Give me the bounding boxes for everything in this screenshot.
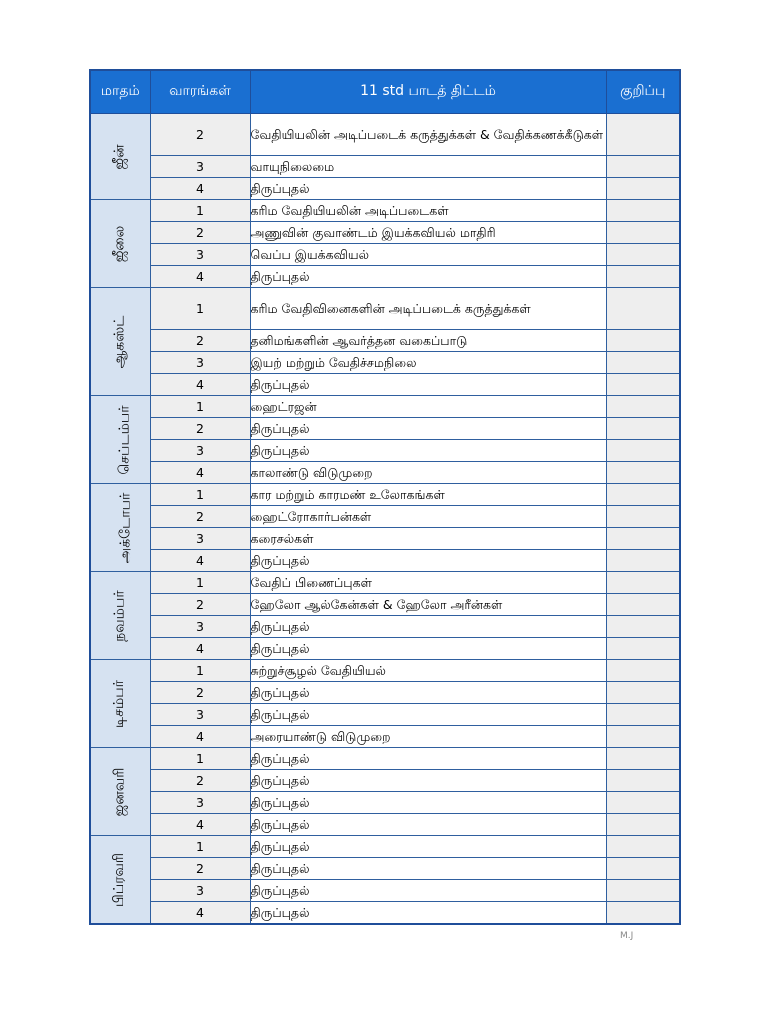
topic-cell: திருப்புதல் <box>250 374 606 396</box>
month-label: நவம்பர் <box>111 589 128 642</box>
week-cell: 1 <box>150 836 250 858</box>
topic-cell: சுற்றுச்சூழல் வேதியியல் <box>250 660 606 682</box>
table-row <box>90 222 680 244</box>
note-cell <box>606 528 680 550</box>
month-label: செப்டம்பர் <box>116 404 133 475</box>
table-row <box>90 616 680 638</box>
table-row <box>90 814 680 836</box>
table-row <box>90 836 680 858</box>
syllabus-body <box>90 114 680 925</box>
topic-cell: திருப்புதல் <box>250 748 606 770</box>
month-cell <box>90 660 150 748</box>
week-cell: 2 <box>150 114 250 156</box>
table-row <box>90 418 680 440</box>
month-cell <box>90 836 150 925</box>
topic-cell: அணுவின் குவாண்டம் இயக்கவியல் மாதிரி <box>250 222 606 244</box>
month-label: ஜீலை <box>111 225 128 262</box>
week-cell: 1 <box>150 396 250 418</box>
note-cell <box>606 616 680 638</box>
month-label: டிசம்பர் <box>111 679 128 728</box>
week-cell: 2 <box>150 858 250 880</box>
month-header: மாதம் <box>90 70 150 114</box>
notes-header: குறிப்பு <box>606 70 680 114</box>
table-row <box>90 114 680 156</box>
note-cell <box>606 682 680 704</box>
note-cell <box>606 792 680 814</box>
note-cell <box>606 550 680 572</box>
topic-cell: ஹைட்ரோகார்பன்கள் <box>250 506 606 528</box>
table-row <box>90 638 680 660</box>
note-cell <box>606 594 680 616</box>
topic-cell: வெப்ப இயக்கவியல் <box>250 244 606 266</box>
topic-cell: திருப்புதல் <box>250 880 606 902</box>
topic-cell: வாயுநிலைமை <box>250 156 606 178</box>
table-row <box>90 484 680 506</box>
table-row <box>90 792 680 814</box>
week-cell: 2 <box>150 506 250 528</box>
topic-cell: திருப்புதல் <box>250 792 606 814</box>
note-cell <box>606 572 680 594</box>
table-row <box>90 288 680 330</box>
topic-cell: திருப்புதல் <box>250 682 606 704</box>
note-cell <box>606 880 680 902</box>
note-cell <box>606 114 680 156</box>
topic-cell: திருப்புதல் <box>250 638 606 660</box>
month-cell <box>90 748 150 836</box>
week-cell: 4 <box>150 462 250 484</box>
week-cell: 1 <box>150 572 250 594</box>
week-cell: 2 <box>150 682 250 704</box>
week-cell: 3 <box>150 244 250 266</box>
table-row <box>90 330 680 352</box>
week-cell: 2 <box>150 770 250 792</box>
table-row <box>90 550 680 572</box>
topic-cell: அரையாண்டு விடுமுறை <box>250 726 606 748</box>
table-row <box>90 352 680 374</box>
topic-cell: திருப்புதல் <box>250 550 606 572</box>
table-row <box>90 462 680 484</box>
topic-cell: இயற் மற்றும் வேதிச்சமநிலை <box>250 352 606 374</box>
note-cell <box>606 770 680 792</box>
week-cell: 2 <box>150 330 250 352</box>
topic-cell: கரைசல்கள் <box>250 528 606 550</box>
week-cell: 1 <box>150 200 250 222</box>
topic-cell: திருப்புதல் <box>250 836 606 858</box>
week-cell: 4 <box>150 178 250 200</box>
table-row <box>90 704 680 726</box>
week-cell: 3 <box>150 440 250 462</box>
week-cell: 4 <box>150 902 250 925</box>
note-cell <box>606 440 680 462</box>
note-cell <box>606 638 680 660</box>
note-cell <box>606 858 680 880</box>
note-cell <box>606 484 680 506</box>
footer-initials: M.J <box>620 931 634 941</box>
month-cell <box>90 572 150 660</box>
topic-cell: திருப்புதல் <box>250 178 606 200</box>
month-label: அக்டோபர் <box>117 492 134 563</box>
table-row <box>90 880 680 902</box>
note-cell <box>606 506 680 528</box>
table-row <box>90 726 680 748</box>
month-label: ஆகஸ்ட் <box>111 315 128 368</box>
week-cell: 3 <box>150 528 250 550</box>
month-label: பிப்ரவரி <box>111 852 128 907</box>
table-row <box>90 374 680 396</box>
week-cell: 2 <box>150 594 250 616</box>
note-cell <box>606 330 680 352</box>
topic-cell: வேதியியலின் அடிப்படைக் கருத்துக்கள் & வேதிக்கணக்கீடுகள் <box>250 114 606 156</box>
topic-cell: கரிம வேதியியலின் அடிப்படைகள் <box>250 200 606 222</box>
week-cell: 3 <box>150 792 250 814</box>
topic-cell: ஹைட்ரஜன் <box>250 396 606 418</box>
topic-cell: திருப்புதல் <box>250 418 606 440</box>
table-row <box>90 200 680 222</box>
topic-cell: திருப்புதல் <box>250 704 606 726</box>
table-row <box>90 748 680 770</box>
month-cell <box>90 484 150 572</box>
note-cell <box>606 814 680 836</box>
note-cell <box>606 288 680 330</box>
week-cell: 1 <box>150 288 250 330</box>
topic-cell: திருப்புதல் <box>250 814 606 836</box>
week-cell: 4 <box>150 374 250 396</box>
syllabus-table <box>89 69 681 925</box>
note-cell <box>606 200 680 222</box>
week-cell: 4 <box>150 638 250 660</box>
month-cell <box>90 396 150 484</box>
week-cell: 4 <box>150 726 250 748</box>
week-cell: 1 <box>150 748 250 770</box>
table-row <box>90 770 680 792</box>
table-row <box>90 682 680 704</box>
note-cell <box>606 418 680 440</box>
table-row <box>90 902 680 925</box>
table-row <box>90 594 680 616</box>
note-cell <box>606 748 680 770</box>
topic-cell: வேதிப் பிணைப்புகள் <box>250 572 606 594</box>
topic-cell: திருப்புதல் <box>250 858 606 880</box>
month-label: ஜீன் <box>111 143 128 170</box>
week-cell: 4 <box>150 550 250 572</box>
note-cell <box>606 660 680 682</box>
week-cell: 1 <box>150 484 250 506</box>
topic-cell: ஹேலோ ஆல்கேன்கள் & ஹேலோ அரீன்கள் <box>250 594 606 616</box>
note-cell <box>606 178 680 200</box>
week-cell: 2 <box>150 418 250 440</box>
table-row <box>90 572 680 594</box>
table-row <box>90 156 680 178</box>
week-cell: 3 <box>150 616 250 638</box>
topic-cell: திருப்புதல் <box>250 440 606 462</box>
month-cell <box>90 200 150 288</box>
topic-cell: திருப்புதல் <box>250 902 606 925</box>
table-row <box>90 528 680 550</box>
note-cell <box>606 374 680 396</box>
table-row <box>90 858 680 880</box>
topic-cell: திருப்புதல் <box>250 770 606 792</box>
table-row <box>90 396 680 418</box>
week-cell: 3 <box>150 880 250 902</box>
note-cell <box>606 462 680 484</box>
topic-cell: கரிம வேதிவினைகளின் அடிப்படைக் கருத்துக்கள் <box>250 288 606 330</box>
note-cell <box>606 244 680 266</box>
week-cell: 4 <box>150 266 250 288</box>
month-cell <box>90 114 150 200</box>
topic-cell: காலாண்டு விடுமுறை <box>250 462 606 484</box>
table-row <box>90 506 680 528</box>
week-cell: 3 <box>150 352 250 374</box>
note-cell <box>606 704 680 726</box>
month-cell <box>90 288 150 396</box>
note-cell <box>606 396 680 418</box>
topic-cell: கார மற்றும் காரமண் உலோகங்கள் <box>250 484 606 506</box>
week-header: வாரங்கள் <box>150 70 250 114</box>
week-cell: 2 <box>150 222 250 244</box>
note-cell <box>606 156 680 178</box>
note-cell <box>606 836 680 858</box>
note-cell <box>606 352 680 374</box>
week-cell: 4 <box>150 814 250 836</box>
week-cell: 3 <box>150 704 250 726</box>
table-row <box>90 440 680 462</box>
table-row <box>90 660 680 682</box>
topic-cell: தனிமங்களின் ஆவர்த்தன வகைப்பாடு <box>250 330 606 352</box>
topic-cell: திருப்புதல் <box>250 266 606 288</box>
week-cell: 3 <box>150 156 250 178</box>
table-row <box>90 244 680 266</box>
note-cell <box>606 266 680 288</box>
topic-cell: திருப்புதல் <box>250 616 606 638</box>
note-cell <box>606 902 680 925</box>
note-cell <box>606 222 680 244</box>
table-row <box>90 266 680 288</box>
note-cell <box>606 726 680 748</box>
table-row <box>90 178 680 200</box>
week-cell: 1 <box>150 660 250 682</box>
month-label: ஜனவரி <box>111 767 128 816</box>
plan-header: 11 std பாடத் திட்டம் <box>250 70 606 114</box>
